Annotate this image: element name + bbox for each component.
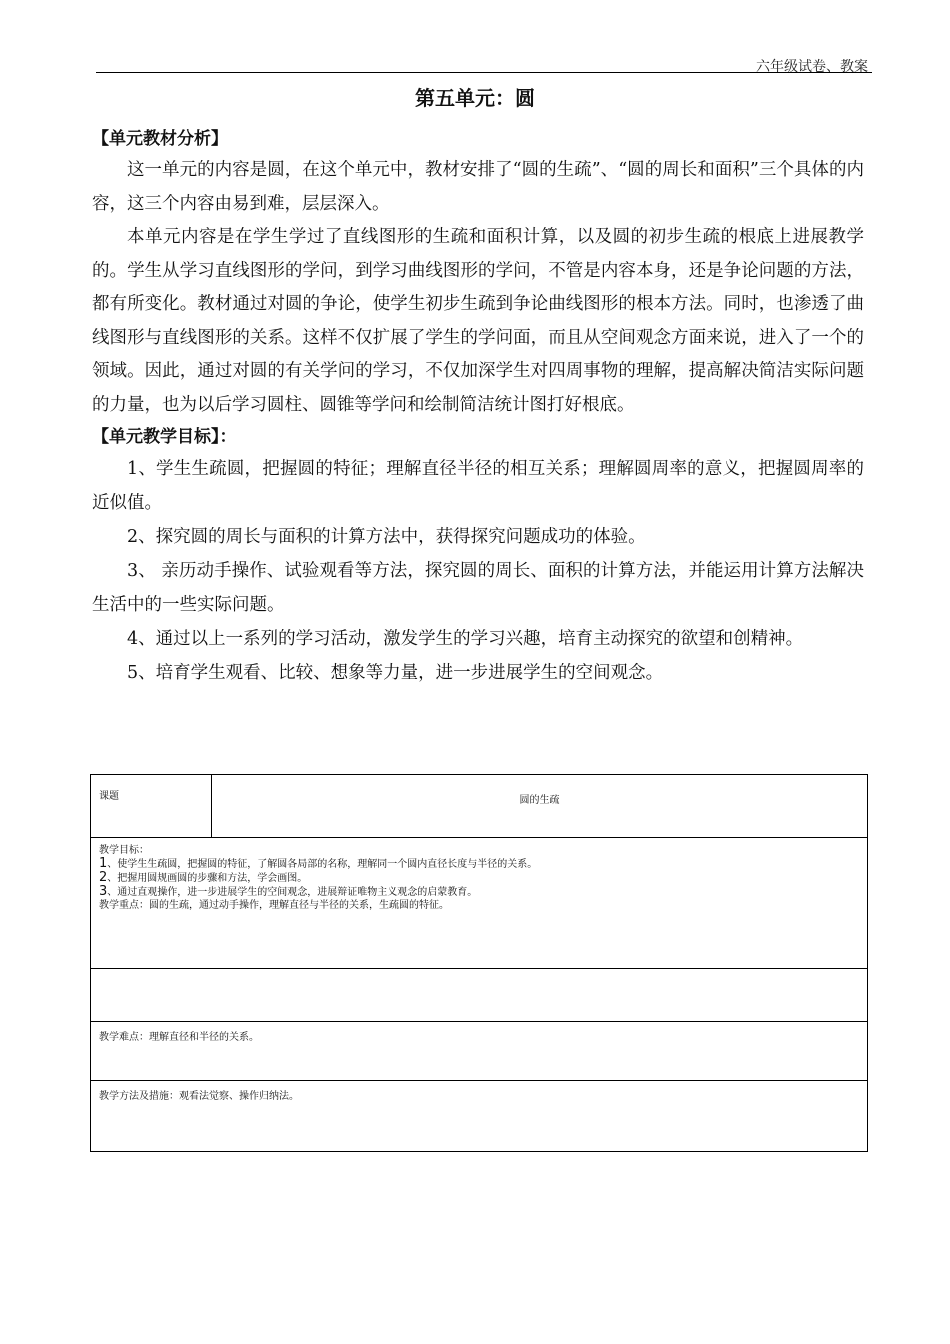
goal-item: 5、培育学生观看、比较、想象等力量，进一步进展学生的空间观念。 <box>127 663 664 683</box>
analysis-heading: 【单元教材分析】 <box>92 129 228 149</box>
lesson-plan-table <box>90 774 868 1152</box>
objective-item <box>99 871 859 885</box>
objectives-label: 教学目标： <box>99 845 149 856</box>
objective-item <box>99 857 859 871</box>
page-title: 第五单元：圆 <box>415 86 535 110</box>
analysis-paragraph: 这一单元的内容是圆，在这个单元中，教材安排了“圆的生疏”、“圆的周长和面积”三个具体的内容，这三个内容由易到难，层层深入。 <box>92 160 864 214</box>
goal-item: 4、通过以上一系列的学习活动，激发学生的学习兴趣，培育主动探究的欲望和创精神。 <box>127 629 804 649</box>
analysis-paragraph: 本单元内容是在学生学过了直线图形的生疏和面积计算，以及圆的初步生疏的根底上进展教学的。学生从学习直线图形的学问，到学习曲线图形的学问，不管是内容本身，还是争论问题的方法，都有所变化。教材通过对圆的争论，使学生初步生疏到争论曲线图形的根本方法。同时，也渗透了曲线图形与直线图形的关系。这样不仅扩展了学生的学问面，而且从空间观念方面来说，进入了一个的领域。因此，通过对圆的有关学问的学习，不仅加深学生对四周事物的理解，提高解决简洁实际问题的力量，也为以后学习圆柱、圆锥等学问和绘制简洁统计图打好根底。 <box>92 227 864 415</box>
goals-heading: 【单元教学目标】： <box>92 427 237 447</box>
table-row-subject <box>91 775 868 838</box>
table-row-methods <box>91 1081 868 1152</box>
goal-item: 3、 亲历动手操作、试验观看等方法，探究圆的周长、面积的计算方法，并能运用计算方法解决生活中的一些实际问题。 <box>92 561 864 615</box>
objective-item <box>99 885 859 899</box>
goal-item: 2、探究圆的周长与面积的计算方法中，获得探究问题成功的体验。 <box>127 527 646 547</box>
objectives-cell <box>91 838 868 969</box>
empty-cell <box>91 969 868 1022</box>
subject-label: 课题 <box>91 775 212 838</box>
objective-number: 1 <box>99 856 108 871</box>
page-header-text: 六年级试卷、教案 <box>756 59 868 75</box>
objective-text: 、使学生生疏圆，把握圆的特征，了解圆各局部的名称，理解同一个圆内直径长度与半径的关系。 <box>107 859 538 870</box>
objective-text: 、通过直观操作，进一步进展学生的空间观念，进展辩证唯物主义观念的启蒙教育。 <box>107 887 478 898</box>
methods-cell: 教学方法及措施：观看法觉察、操作归纳法。 <box>91 1081 868 1152</box>
difficulty-cell: 教学难点：理解直径和半径的关系。 <box>91 1022 868 1081</box>
table-row-objectives <box>91 838 868 969</box>
key-point: 教学重点：圆的生疏，通过动手操作，理解直径与半径的关系，生疏圆的特征。 <box>99 900 449 911</box>
objective-number: 2 <box>99 870 108 885</box>
header-rule <box>96 72 872 73</box>
document-body <box>92 124 864 690</box>
table-row-empty <box>91 969 868 1022</box>
goal-item: 1、学生生疏圆，把握圆的特征；理解直径半径的相互关系；理解圆周率的意义，把握圆周率的近似值。 <box>92 459 864 513</box>
subject-value: 圆的生疏 <box>212 775 868 838</box>
objective-text: 、把握用圆规画圆的步骤和方法，学会画图。 <box>107 873 308 884</box>
objective-number: 3 <box>99 884 108 899</box>
table-row-difficulty <box>91 1022 868 1081</box>
